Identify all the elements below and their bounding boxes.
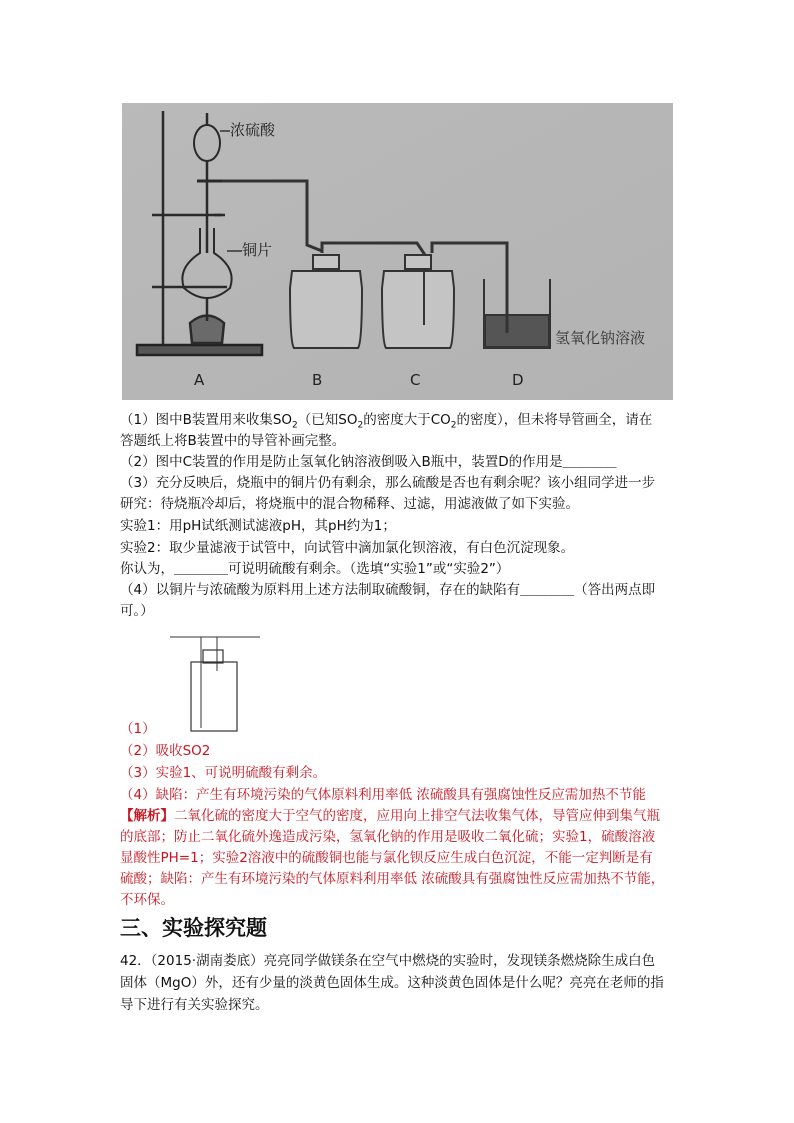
answer-4: （4）缺陷：产生有环境污染的气体原料利用率低 浓硫酸具有强腐蚀性反应需加热不节能 bbox=[120, 787, 646, 803]
question-4-line2: 可。） bbox=[120, 603, 154, 619]
question-1-line1: （1）图中B装置用来收集$SO_2$（已知$SO_2$的密度大于$CO_2$的密度），但未将导管画全，请在 bbox=[120, 412, 653, 431]
label-naoh: 氢氧化钠溶液 bbox=[555, 329, 646, 347]
label-copper: 铜片 bbox=[242, 241, 273, 259]
experiment-1: 实验1：用pH试纸测试滤液pH，其pH约为1； bbox=[120, 518, 396, 534]
question-1-line2: 答题纸上将B装置中的导管补画完整。 bbox=[120, 433, 346, 449]
analysis-tag: 【解析】 bbox=[120, 808, 174, 824]
question-42-line1: 42．（2015·湖南娄底）亮亮同学做镁条在空气中燃烧的实验时，发现镁条燃烧除生成白色 bbox=[120, 953, 656, 969]
label-acid: 浓硫酸 bbox=[230, 121, 276, 139]
analysis-line2: 的底部；防止二氧化硫外逸造成污染，氢氧化钠的作用是吸收二氧化硫；实验1，硫酸溶液 bbox=[120, 829, 656, 845]
question-2: （2）图中C装置的作用是防止氢氧化钠溶液倒吸入B瓶中，装置D的作用是＿＿＿＿ bbox=[120, 454, 617, 470]
analysis-line3: 显酸性PH=1；实验2溶液中的硫酸铜也能与氯化钡反应生成白色沉淀，不能一定判断是有 bbox=[120, 850, 653, 866]
label-a: A bbox=[194, 371, 205, 389]
question-3-line2: 研究：待烧瓶冷却后，将烧瓶中的混合物稀释、过滤，用滤液做了如下实验。 bbox=[120, 496, 579, 512]
analysis-line5: 不环保。 bbox=[120, 892, 174, 908]
label-b: B bbox=[312, 371, 323, 389]
apparatus-figure bbox=[122, 103, 673, 400]
question-42-line3: 导下进行有关实验探究。 bbox=[120, 997, 269, 1013]
analysis-line1: 【解析】二氧化硫的密度大于空气的密度，应用向上排空气法收集气体，导管应伸到集气瓶 bbox=[120, 808, 660, 824]
label-d: D bbox=[512, 371, 524, 389]
analysis-line4: 硫酸；缺陷：产生有环境污染的气体原料利用率低 浓硫酸具有强腐蚀性反应需加热不节能， bbox=[120, 871, 665, 887]
answer-3: （3）实验1、可说明硫酸有剩余。 bbox=[120, 765, 327, 781]
opinion-line: 你认为，＿＿＿＿可说明硫酸有剩余。（选填“实验1”或“实验2”） bbox=[120, 561, 510, 577]
experiment-2: 实验2：取少量滤液于试管中，向试管中滴加氯化钡溶液，有白色沉淀现象。 bbox=[120, 540, 575, 556]
question-42-line2: 固体（MgO）外，还有少量的淡黄色固体生成。这种淡黄色固体是什么呢？亮亮在老师的指 bbox=[120, 975, 664, 991]
question-4-line1: （4）以铜片与浓硫酸为原料用上述方法制取硫酸铜，存在的缺陷有＿＿＿＿（答出两点即 bbox=[120, 582, 656, 598]
section-title: 三、实验探究题 bbox=[120, 915, 267, 940]
answer-2: （2）吸收SO2 bbox=[120, 743, 211, 759]
question-3-line1: （3）充分反映后，烧瓶中的铜片仍有剩余，那么硫酸是否也有剩余呢？该小组同学进一步 bbox=[120, 475, 656, 491]
label-c: C bbox=[410, 371, 421, 389]
answer-1: （1） bbox=[120, 721, 156, 737]
answer-bottle-figure bbox=[165, 633, 265, 733]
